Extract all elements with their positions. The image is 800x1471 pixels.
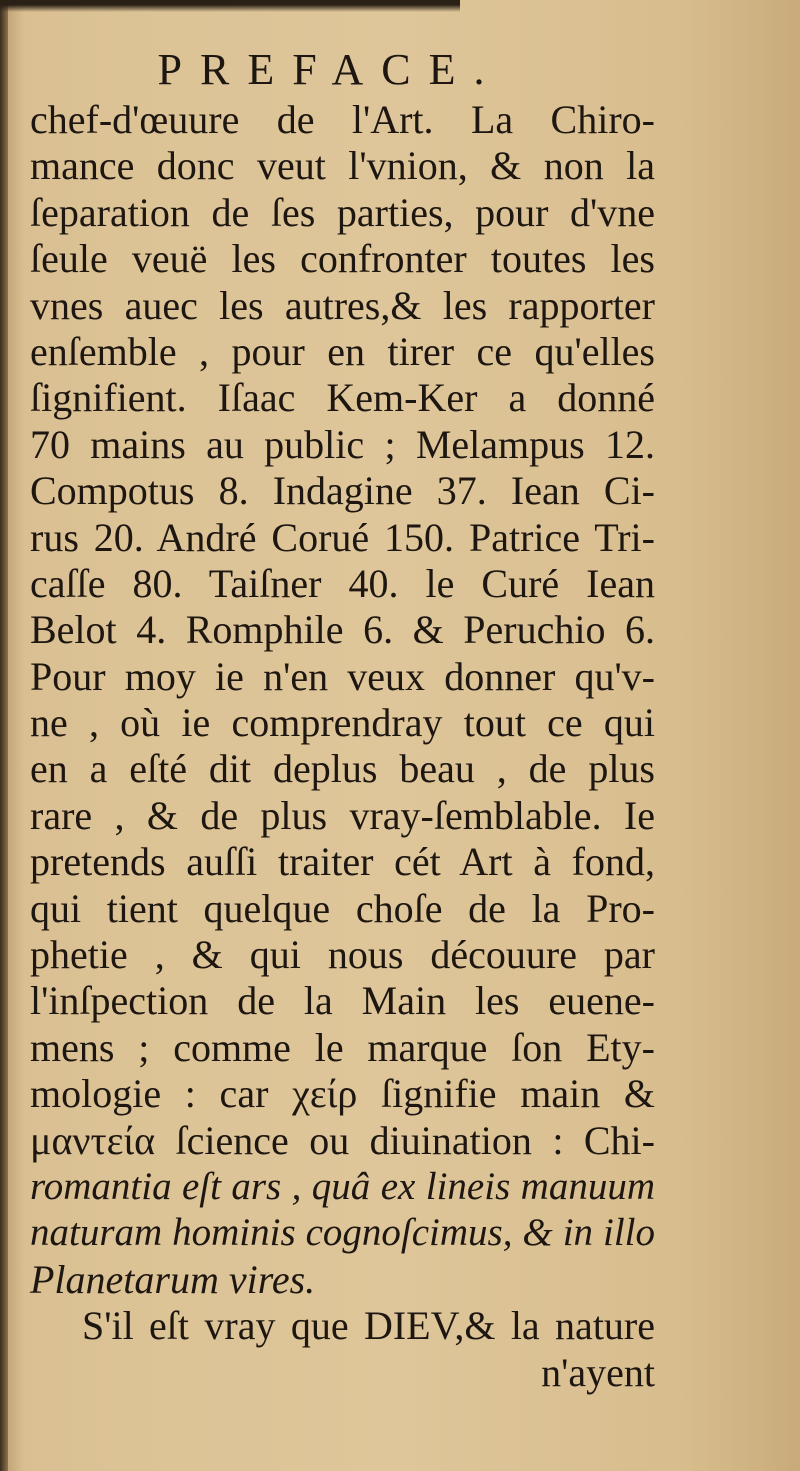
text-line: caſſe 80. Taiſner 40. le Curé Iean xyxy=(30,560,655,606)
text-line: ſeparation de ſes parties, pour d'vne xyxy=(30,189,655,235)
running-head: PREFACE. xyxy=(157,45,503,94)
text-line: mologie : car χείρ ſignifie main & xyxy=(30,1071,655,1117)
paragraph-start-line: S'il eſt vray que DIEV,& la nature xyxy=(82,1303,655,1349)
latin-quote-line: romantia eſt ars , quâ ex lineis manuum xyxy=(30,1164,655,1208)
text-line: mance donc veut l'vnion, & non la xyxy=(30,143,655,189)
text-line: μαντεία ſcience ou diuination : Chi- xyxy=(30,1117,655,1163)
latin-quote-line: naturam hominis cognoſcimus, & in illo xyxy=(30,1211,655,1255)
text-line: 70 mains au public ; Melampus 12. xyxy=(30,421,655,467)
text-line: rus 20. André Corué 150. Patrice Tri- xyxy=(30,514,655,560)
catchword: n'ayent xyxy=(541,1349,655,1395)
text-line: en a eſté dit deplus beau , de plus xyxy=(30,746,655,792)
text-line: l'inſpection de la Main les euene- xyxy=(30,978,655,1024)
text-line: ne , où ie comprendray tout ce qui xyxy=(30,700,655,746)
text-line: qui tient quelque choſe de la Pro- xyxy=(30,885,655,931)
text-line: pretends auſſi traiter cét Art à fond, xyxy=(30,839,655,885)
text-line: phetie , & qui nous découure par xyxy=(30,932,655,978)
text-line: vnes auec les autres,& les rapporter xyxy=(30,282,655,328)
text-line: Pour moy ie n'en veux donner qu'v- xyxy=(30,653,655,699)
text-line: Compotus 8. Indagine 37. Iean Ci- xyxy=(30,468,655,514)
text-line: chef-d'œuure de l'Art. La Chiro- xyxy=(30,97,655,142)
latin-quote-line: Planetarum vires. xyxy=(30,1256,316,1302)
text-line: enſemble , pour en tirer ce qu'elles xyxy=(30,328,655,374)
text-line: Belot 4. Romphile 6. & Peruchio 6. xyxy=(30,607,655,653)
body-text xyxy=(30,97,655,1396)
text-line: ſignifient. Iſaac Kem-Ker a donné xyxy=(30,375,655,421)
page-top-edge xyxy=(0,0,460,12)
text-line: mens ; comme le marque ſon Ety- xyxy=(30,1024,655,1070)
text-line: rare , & de plus vray-ſemblable. Ie xyxy=(30,792,655,838)
text-line: ſeule veuë les confronter toutes les xyxy=(30,236,655,282)
